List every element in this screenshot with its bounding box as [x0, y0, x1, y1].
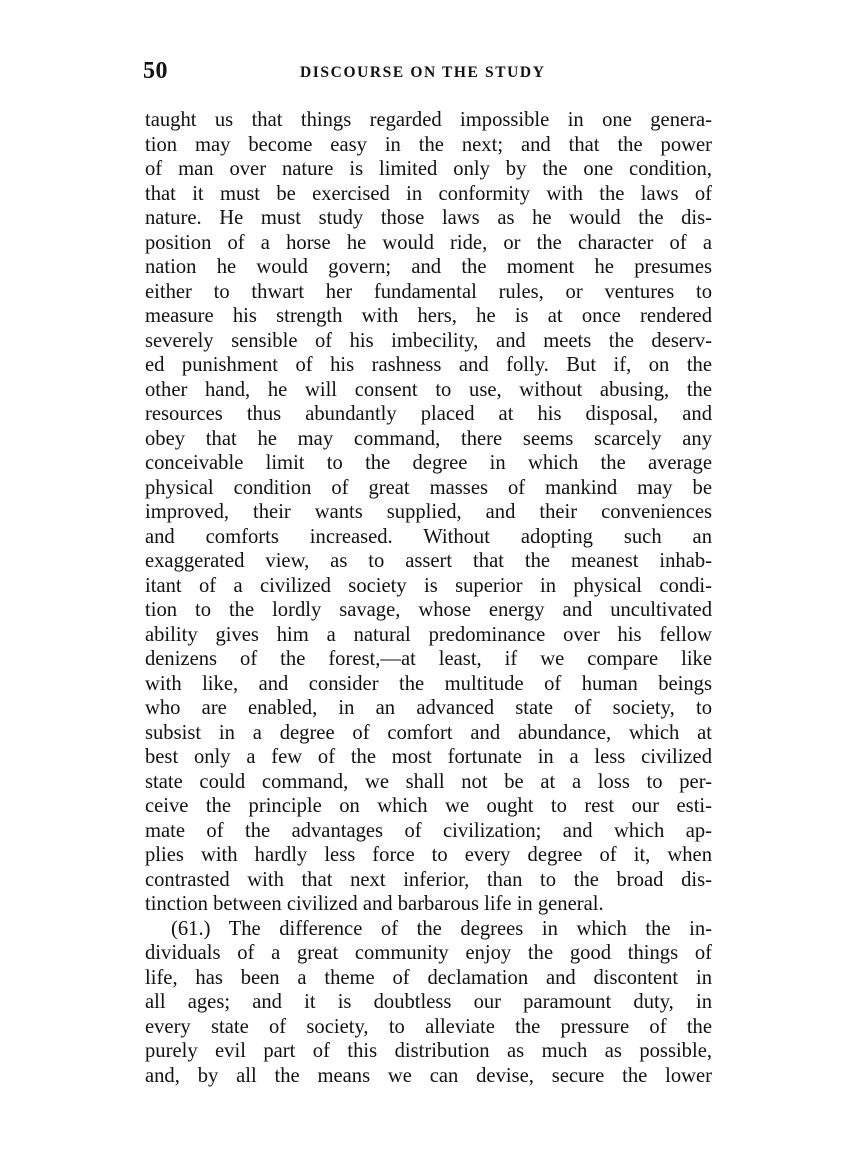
text-line: taught us that things regarded impossible in one genera- — [145, 109, 712, 131]
text-line: that it must be exercised in conformity with the laws of — [145, 182, 712, 205]
text-line: nation he would govern; and the moment he presumes — [145, 256, 712, 278]
text-line: other hand, he will consent to use, without abusing, the — [145, 378, 712, 401]
text-line: of man over nature is limited only by the one condition, — [145, 158, 712, 180]
text-line: dividuals of a great community enjoy the good things of — [145, 942, 712, 964]
text-line: life, has been a theme of declamation and discontent in — [145, 966, 712, 989]
running-head — [143, 58, 710, 90]
text-line: and, by all the means we can devise, secure the lower — [145, 1064, 712, 1087]
text-line: conceivable limit to the degree in which the average — [145, 452, 712, 474]
body-text — [145, 108, 712, 1088]
text-line: tion to the lordly savage, whose energy and uncultivated — [145, 599, 712, 621]
text-line: tinction between civilized and barbarous life in general. — [145, 893, 604, 915]
paragraph-start-line: (61.) The difference of the degrees in which the in- — [171, 917, 712, 940]
text-line: denizens of the forest,—at least, if we compare like — [145, 648, 712, 670]
text-line: ability gives him a natural predominance over his fellow — [145, 623, 712, 646]
text-line: severely sensible of his imbecility, and meets the deserv- — [145, 329, 712, 352]
text-line: best only a few of the most fortunate in a less civilized — [145, 746, 712, 768]
text-line: subsist in a degree of comfort and abundance, which at — [145, 721, 712, 744]
text-line: resources thus abundantly placed at his disposal, and — [145, 403, 712, 425]
running-title: DISCOURSE ON THE STUDY — [300, 64, 546, 81]
text-line: all ages; and it is doubtless our paramount duty, in — [145, 991, 712, 1013]
text-line: plies with hardly less force to every degree of it, when — [145, 844, 712, 866]
text-line: mate of the advantages of civilization; and which ap- — [145, 819, 712, 842]
text-line: obey that he may command, there seems scarcely any — [145, 427, 712, 450]
text-line: physical condition of great masses of mankind may be — [145, 476, 712, 499]
text-line: ed punishment of his rashness and folly. But if, on the — [145, 354, 712, 376]
text-line: ceive the principle on which we ought to rest our esti- — [145, 795, 712, 817]
text-line: every state of society, to alleviate the pressure of the — [145, 1015, 712, 1038]
text-line: nature. He must study those laws as he would the dis- — [145, 207, 712, 229]
text-line: and comforts increased. Without adopting such an — [145, 525, 712, 548]
text-line: position of a horse he would ride, or the character of a — [145, 231, 712, 254]
text-line: with like, and consider the multitude of human beings — [145, 672, 712, 695]
text-line: purely evil part of this distribution as much as possible, — [145, 1040, 712, 1062]
text-line: contrasted with that next inferior, than to the broad dis- — [145, 868, 712, 891]
text-line: tion may become easy in the next; and that the power — [145, 133, 712, 156]
text-line: improved, their wants supplied, and their conveniences — [145, 501, 712, 523]
text-line: measure his strength with hers, he is at once rendered — [145, 305, 712, 327]
text-line: either to thwart her fundamental rules, or ventures to — [145, 280, 712, 303]
text-line: who are enabled, in an advanced state of society, to — [145, 697, 712, 719]
text-line: itant of a civilized society is superior in physical condi- — [145, 574, 712, 597]
text-line: state could command, we shall not be at a loss to per- — [145, 770, 712, 793]
text-line: exaggerated view, as to assert that the meanest inhab- — [145, 550, 712, 572]
page-number: 50 — [143, 58, 168, 84]
